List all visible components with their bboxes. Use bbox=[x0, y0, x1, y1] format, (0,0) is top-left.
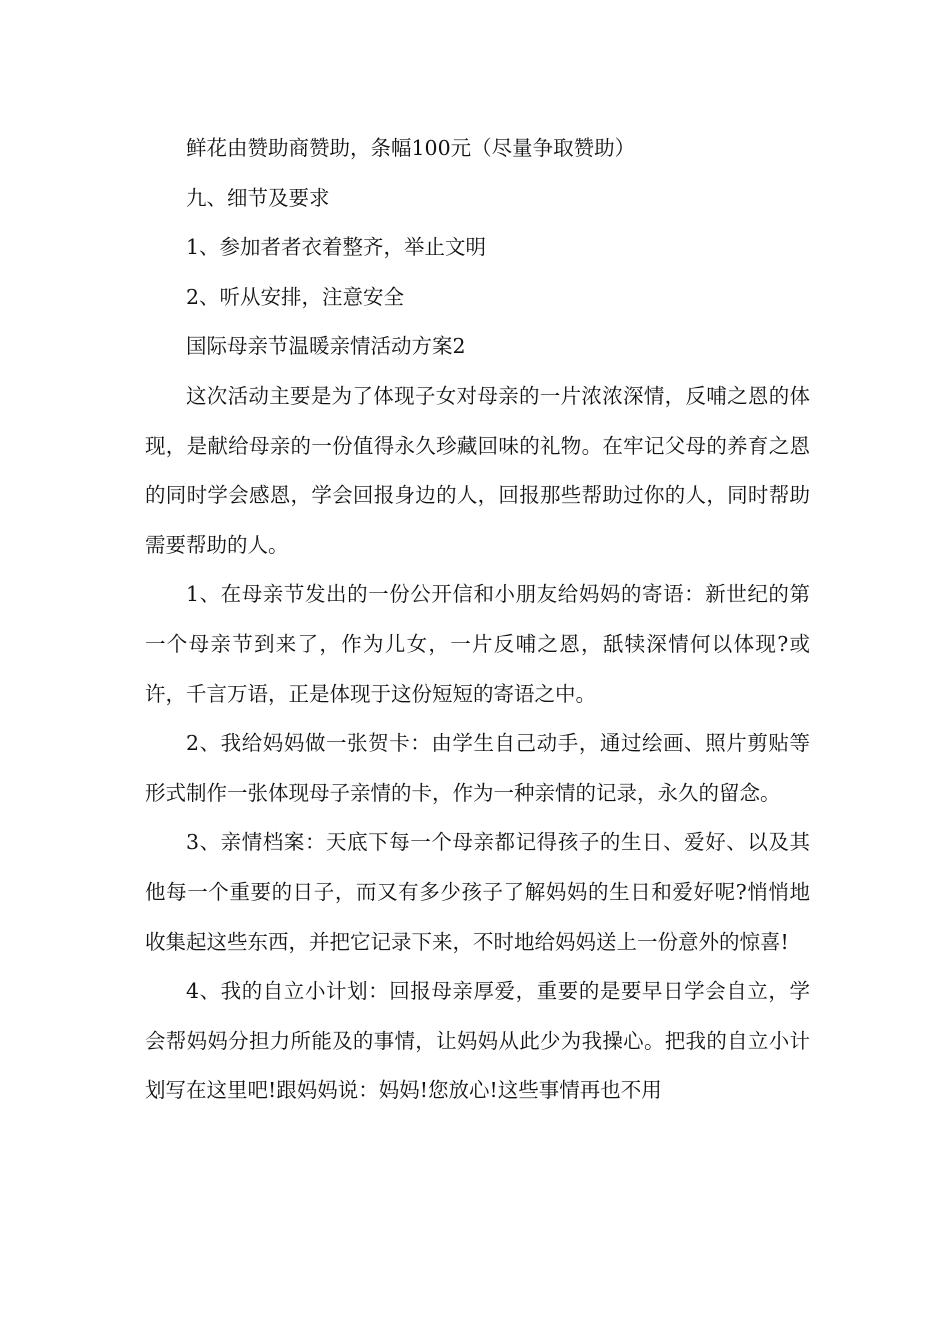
list-item-greeting-card: 2、我给妈妈做一张贺卡：由学生自己动手，通过绘画、照片剪贴等形式制作一张体现母子亲情的卡，作为一种亲情的记录，永久的留念。 bbox=[145, 731, 810, 805]
list-item-open-letter: 1、在母亲节发出的一份公开信和小朋友给妈妈的寄语：新世纪的第一个母亲节到来了，作为儿女，一片反哺之恩，舐犊深情何以体现?或许，千言万语，正是体现于这份短短的寄语之中。 bbox=[145, 582, 810, 706]
list-item-attire: 1、参加者者衣着整齐，举止文明 bbox=[186, 235, 487, 260]
list-item-self-reliance-plan: 4、我的自立小计划：回报母亲厚爱，重要的是要早日学会自立，学会帮妈妈分担力所能及的事情，让妈妈从此少为我操心。把我的自立小计划写在这里吧!跟妈妈说：妈妈!您放心!这些事情再也不用 bbox=[145, 979, 810, 1103]
heading-details-requirements: 九、细节及要求 bbox=[186, 185, 330, 210]
list-item-safety: 2、听从安排，注意安全 bbox=[186, 284, 405, 309]
document-body bbox=[145, 124, 810, 1116]
list-item-family-archive: 3、亲情档案：天底下每一个母亲都记得孩子的生日、爱好、以及其他每一个重要的日子，而又有多少孩子了解妈妈的生日和爱好呢?悄悄地收集起这些东西，并把它记录下来，不时地给妈妈送上一份意外的惊喜! bbox=[145, 830, 810, 954]
paragraph-sponsorship: 鲜花由赞助商赞助，条幅100元（尽量争取赞助） bbox=[186, 136, 636, 160]
section-title-plan-2: 国际母亲节温暖亲情活动方案2 bbox=[186, 334, 466, 359]
paragraph-intro: 这次活动主要是为了体现子女对母亲的一片浓浓深情，反哺之恩的体现，是献给母亲的一份值得永久珍藏回味的礼物。在牢记父母的养育之恩的同时学会感恩，学会回报身边的人，回报那些帮助过你的人，同时帮助需要帮助的人。 bbox=[145, 383, 810, 557]
